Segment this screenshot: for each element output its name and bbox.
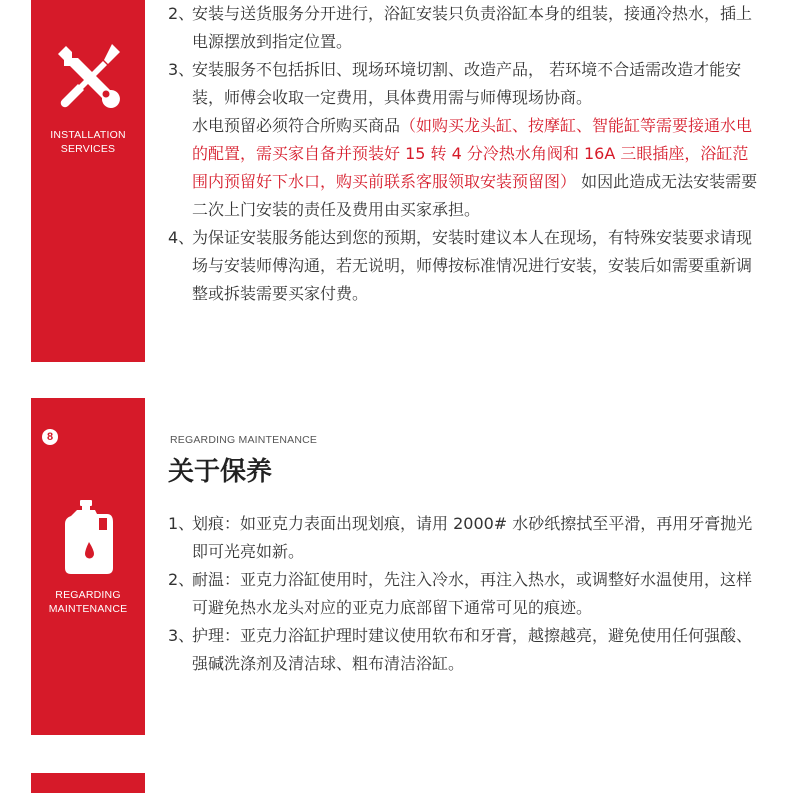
utility-note: 水电预留必须符合所购买商品（如购买龙头缸、按摩缸、智能缸等需要接通水电的配置，需买家自备并预装好 15 转 4 分冷热水角阀和 16A 三眼插座，浴缸范围内预留好下水口，购买前联系客服领取安装预留图） 如因此造成无法安装需要二次上门安装的责任及费用由买家承担。 xyxy=(192,116,758,219)
installation-content xyxy=(168,0,758,308)
utility-note-highlight: （如购买龙头缸、按摩缸、智能缸等需要接通水电的配置，需买家自备并预装好 15 转 4 分冷热水角阀和 16A 三眼插座，浴缸范围内预留好下水口，购买前联系客服领取安装预留图） xyxy=(192,116,753,191)
next-section-sidebar xyxy=(31,773,145,793)
list-item: 2、 安装与送货服务分开进行，浴缸安装只负责浴缸本身的组装，接通冷热水，插上电源摆放到指定位置。 xyxy=(168,4,753,51)
list-item: 4、 为保证安装服务能达到您的预期，安装时建议本人在现场，有特殊安装要求请现场与安装师傅沟通，若无说明，师傅按标准情况进行安装，安装后如需要重新调整或拆装需要买家付费。 xyxy=(168,228,753,303)
maintenance-content xyxy=(168,510,758,678)
list-item: 3、 护理：亚克力浴缸护理时建议使用软布和牙膏，越擦越亮，避免使用任何强酸、强碱洗涤剂及清洁球、粗布清洁浴缸。 xyxy=(168,626,753,673)
installation-sidebar xyxy=(31,0,145,362)
list-item: 3、 安装服务不包括拆旧、现场环境切割、改造产品， 若环境不合适需改造才能安装，师傅会收取一定费用，具体费用需与师傅现场协商。 xyxy=(168,60,742,107)
installation-sidebar-label: INSTALLATION SERVICES xyxy=(50,129,126,155)
section-subtitle: REGARDING MAINTENANCE xyxy=(170,434,318,446)
list-item: 1、 划痕：如亚克力表面出现划痕，请用 2000# 水砂纸擦拭至平滑，再用牙膏抛光即可光亮如新。 xyxy=(168,514,753,561)
section-title: 关于保养 xyxy=(168,457,273,487)
oil-bottle-icon xyxy=(63,500,115,574)
maintenance-sidebar xyxy=(31,398,145,735)
maintenance-sidebar-label: REGARDING MAINTENANCE xyxy=(48,589,128,615)
wrench-screwdriver-icon xyxy=(52,40,124,112)
list-item: 2、 耐温：亚克力浴缸使用时，先注入冷水，再注入热水，或调整好水温使用，这样可避免热水龙头对应的亚克力底部留下通常可见的痕迹。 xyxy=(168,570,753,617)
section-number-badge: 8 xyxy=(41,428,59,446)
